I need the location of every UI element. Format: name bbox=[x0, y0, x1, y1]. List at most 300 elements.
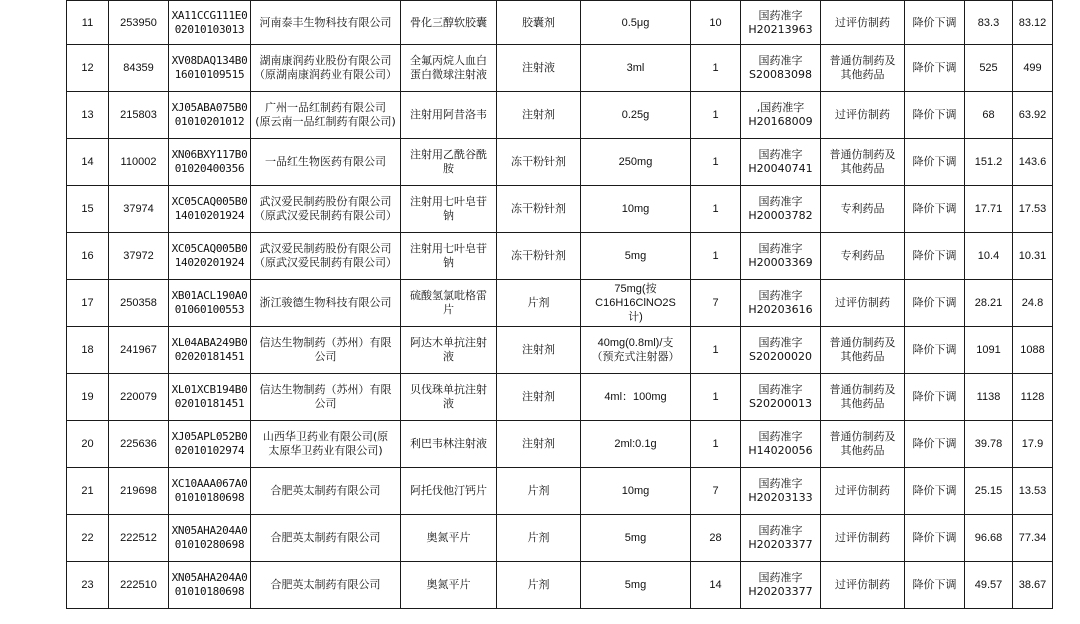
company-cell bbox=[251, 374, 401, 421]
drug-name-cell bbox=[401, 562, 497, 609]
specification-line: 10mg bbox=[621, 203, 650, 215]
original-price-cell: 17.71 bbox=[965, 186, 1013, 233]
drug-name-line: 骨化三醇软胶囊 bbox=[410, 15, 487, 29]
drug-category-line: 过评仿制药 bbox=[835, 108, 890, 121]
row-number-cell: 22 bbox=[67, 515, 109, 562]
drug-code-line: 01010280698 bbox=[174, 538, 245, 551]
company-line: 广州一品红制药有限公司 bbox=[265, 101, 386, 114]
package-quantity-cell: 1 bbox=[691, 139, 741, 186]
package-quantity-cell: 1 bbox=[691, 45, 741, 92]
drug-category-line: 普通仿制药及 bbox=[829, 54, 896, 67]
row-number-cell: 20 bbox=[67, 421, 109, 468]
drug-category-cell bbox=[821, 233, 905, 280]
approval-number-line: H20203377 bbox=[748, 538, 813, 551]
approval-number-line: H20203133 bbox=[748, 491, 813, 504]
company-cell bbox=[251, 139, 401, 186]
drug-name-cell bbox=[401, 515, 497, 562]
drug-category-cell bbox=[821, 92, 905, 139]
drug-category-line: 过评仿制药 bbox=[835, 531, 890, 544]
company-line: （原武汉爱民制药有限公司） bbox=[254, 209, 397, 222]
specification-line: 计) bbox=[628, 311, 643, 323]
drug-code-line: 02020181451 bbox=[174, 350, 245, 363]
table-row bbox=[67, 45, 1053, 92]
table-body bbox=[67, 1, 1053, 609]
drug-code-cell bbox=[169, 139, 251, 186]
company-line: 信达生物制药（苏州）有限 bbox=[259, 336, 392, 349]
approval-number-line: 国药准字 bbox=[758, 54, 803, 67]
dosage-form-cell: 冻干粉针剂 bbox=[497, 139, 581, 186]
company-cell bbox=[251, 1, 401, 45]
approval-number-cell bbox=[741, 562, 821, 609]
adjusted-price-cell: 13.53 bbox=[1013, 468, 1053, 515]
drug-name-line: 注射用七叶皂苷 bbox=[410, 242, 487, 255]
package-quantity-cell: 14 bbox=[691, 562, 741, 609]
drug-name-line: 蛋白微球注射液 bbox=[410, 68, 487, 81]
dosage-form-cell: 片剂 bbox=[497, 515, 581, 562]
drug-category-cell bbox=[821, 280, 905, 327]
drug-name-cell bbox=[401, 1, 497, 45]
drug-category-line: 普通仿制药及 bbox=[829, 430, 896, 443]
drug-id-cell: 222512 bbox=[109, 515, 169, 562]
company-cell bbox=[251, 562, 401, 609]
original-price-cell: 96.68 bbox=[965, 515, 1013, 562]
company-cell bbox=[251, 468, 401, 515]
drug-id-cell: 219698 bbox=[109, 468, 169, 515]
drug-id-cell: 37974 bbox=[109, 186, 169, 233]
drug-category-cell bbox=[821, 562, 905, 609]
drug-code-cell bbox=[169, 45, 251, 92]
drug-name-line: 液 bbox=[443, 350, 454, 363]
company-cell bbox=[251, 515, 401, 562]
adjusted-price-cell: 83.12 bbox=[1013, 1, 1053, 45]
drug-category-cell bbox=[821, 186, 905, 233]
original-price-cell: 49.57 bbox=[965, 562, 1013, 609]
table-row bbox=[67, 139, 1053, 186]
drug-name-line: 阿托伐他汀钙片 bbox=[410, 484, 487, 497]
adjusted-price-cell: 1128 bbox=[1013, 374, 1053, 421]
drug-category-cell bbox=[821, 421, 905, 468]
approval-number-line: S20200013 bbox=[749, 397, 812, 410]
approval-number-line: 国药准字 bbox=[758, 195, 803, 208]
drug-category-line: 普通仿制药及 bbox=[829, 383, 896, 396]
drug-category-cell bbox=[821, 374, 905, 421]
drug-name-line: 阿达木单抗注射 bbox=[410, 336, 487, 349]
drug-price-table bbox=[66, 0, 1053, 609]
table-row bbox=[67, 1, 1053, 45]
drug-category-line: 其他药品 bbox=[840, 350, 885, 363]
approval-number-line: 国药准字 bbox=[758, 8, 803, 22]
table-row bbox=[67, 468, 1053, 515]
original-price-cell: 83.3 bbox=[965, 1, 1013, 45]
drug-id-cell: 225636 bbox=[109, 421, 169, 468]
company-cell bbox=[251, 186, 401, 233]
drug-code-line: 01010201012 bbox=[174, 115, 245, 128]
table-row bbox=[67, 374, 1053, 421]
company-line: 信达生物制药（苏州）有限 bbox=[259, 383, 392, 396]
adjustment-type-cell: 降价下调 bbox=[905, 515, 965, 562]
dosage-form-cell: 注射剂 bbox=[497, 421, 581, 468]
package-quantity-cell: 1 bbox=[691, 92, 741, 139]
specification-line: 5mg bbox=[624, 579, 647, 591]
drug-code-line: 14020201924 bbox=[174, 256, 245, 269]
drug-name-line: 钠 bbox=[443, 209, 454, 222]
approval-number-line: S20083098 bbox=[749, 68, 812, 81]
company-cell bbox=[251, 280, 401, 327]
specification-line: 0.25g bbox=[621, 109, 650, 121]
approval-number-cell bbox=[741, 233, 821, 280]
dosage-form-cell: 冻干粉针剂 bbox=[497, 233, 581, 280]
approval-number-cell bbox=[741, 327, 821, 374]
company-line: 浙江骏德生物科技有限公司 bbox=[259, 296, 392, 309]
drug-category-line: 其他药品 bbox=[840, 397, 885, 410]
drug-id-cell: 215803 bbox=[109, 92, 169, 139]
specification-line: 5mg bbox=[624, 532, 647, 544]
specification-cell bbox=[581, 562, 691, 609]
original-price-cell: 68 bbox=[965, 92, 1013, 139]
drug-code-line: 01010180698 bbox=[174, 491, 245, 504]
approval-number-cell bbox=[741, 280, 821, 327]
package-quantity-cell: 1 bbox=[691, 186, 741, 233]
drug-category-line: 其他药品 bbox=[840, 68, 885, 81]
adjustment-type-cell: 降价下调 bbox=[905, 45, 965, 92]
table-row bbox=[67, 233, 1053, 280]
drug-code-line: 01010180698 bbox=[174, 585, 245, 598]
company-line: 合肥英太制药有限公司 bbox=[270, 531, 381, 544]
row-number-cell: 15 bbox=[67, 186, 109, 233]
specification-line: 0.5μg bbox=[621, 16, 650, 29]
drug-name-cell bbox=[401, 327, 497, 374]
company-line: 河南泰丰生物科技有限公司 bbox=[259, 15, 392, 29]
drug-code-line: XC10AAA067A0 bbox=[171, 477, 248, 490]
package-quantity-cell: 1 bbox=[691, 327, 741, 374]
drug-code-cell bbox=[169, 515, 251, 562]
drug-code-cell bbox=[169, 327, 251, 374]
row-number-cell: 11 bbox=[67, 1, 109, 45]
company-line: (原云南一品红制药有限公司) bbox=[255, 115, 396, 128]
table-row bbox=[67, 327, 1053, 374]
approval-number-line: H20203616 bbox=[748, 303, 813, 316]
drug-code-line: XC05CAQ005B0 bbox=[171, 195, 248, 208]
adjustment-type-cell: 降价下调 bbox=[905, 92, 965, 139]
row-number-cell: 17 bbox=[67, 280, 109, 327]
approval-number-cell bbox=[741, 1, 821, 45]
drug-id-cell: 84359 bbox=[109, 45, 169, 92]
adjustment-type-cell: 降价下调 bbox=[905, 1, 965, 45]
drug-name-cell bbox=[401, 374, 497, 421]
drug-code-cell bbox=[169, 186, 251, 233]
drug-category-line: 过评仿制药 bbox=[835, 484, 890, 497]
adjusted-price-cell: 499 bbox=[1013, 45, 1053, 92]
approval-number-line: 国药准字 bbox=[758, 336, 803, 349]
specification-cell bbox=[581, 1, 691, 45]
adjustment-type-cell: 降价下调 bbox=[905, 421, 965, 468]
adjustment-type-cell: 降价下调 bbox=[905, 468, 965, 515]
company-line: （原湖南康润药业有限公司） bbox=[254, 68, 397, 81]
drug-name-cell bbox=[401, 280, 497, 327]
approval-number-line: H20203377 bbox=[748, 585, 813, 598]
row-number-cell: 21 bbox=[67, 468, 109, 515]
row-number-cell: 19 bbox=[67, 374, 109, 421]
specification-cell bbox=[581, 186, 691, 233]
adjustment-type-cell: 降价下调 bbox=[905, 186, 965, 233]
drug-code-cell bbox=[169, 562, 251, 609]
drug-category-cell bbox=[821, 1, 905, 45]
approval-number-line: H14020056 bbox=[748, 444, 813, 457]
drug-name-cell bbox=[401, 233, 497, 280]
specification-cell bbox=[581, 233, 691, 280]
adjusted-price-cell: 77.34 bbox=[1013, 515, 1053, 562]
specification-line: （预充式注射器） bbox=[591, 351, 680, 363]
row-number-cell: 13 bbox=[67, 92, 109, 139]
specification-cell bbox=[581, 421, 691, 468]
company-line: 合肥英太制药有限公司 bbox=[270, 484, 381, 497]
table-row bbox=[67, 92, 1053, 139]
table-row bbox=[67, 515, 1053, 562]
drug-code-line: 16010109515 bbox=[174, 68, 245, 81]
drug-category-line: 过评仿制药 bbox=[835, 578, 890, 591]
company-cell bbox=[251, 421, 401, 468]
adjusted-price-cell: 143.6 bbox=[1013, 139, 1053, 186]
original-price-cell: 525 bbox=[965, 45, 1013, 92]
package-quantity-cell: 1 bbox=[691, 421, 741, 468]
adjusted-price-cell: 17.53 bbox=[1013, 186, 1053, 233]
adjustment-type-cell: 降价下调 bbox=[905, 139, 965, 186]
drug-category-cell bbox=[821, 139, 905, 186]
drug-code-line: XN05AHA204A0 bbox=[171, 571, 248, 584]
drug-name-line: 全氟丙烷人血白 bbox=[410, 54, 487, 67]
drug-code-line: 02010181451 bbox=[174, 397, 245, 410]
company-line: 太原华卫药业有限公司) bbox=[268, 444, 383, 457]
dosage-form-cell: 片剂 bbox=[497, 562, 581, 609]
package-quantity-cell: 7 bbox=[691, 280, 741, 327]
drug-name-line: 硫酸氢氯吡格雷 bbox=[410, 289, 487, 302]
package-quantity-cell: 28 bbox=[691, 515, 741, 562]
company-line: 武汉爱民制药股份有限公司 bbox=[259, 242, 392, 255]
drug-id-cell: 241967 bbox=[109, 327, 169, 374]
drug-name-cell bbox=[401, 92, 497, 139]
drug-name-line: 胺 bbox=[443, 162, 454, 175]
drug-name-cell bbox=[401, 139, 497, 186]
drug-name-line: 液 bbox=[443, 397, 454, 410]
company-line: （原武汉爱民制药有限公司） bbox=[254, 256, 397, 269]
drug-category-line: 专利药品 bbox=[840, 249, 885, 262]
approval-number-cell bbox=[741, 421, 821, 468]
adjustment-type-cell: 降价下调 bbox=[905, 562, 965, 609]
drug-code-line: XN05AHA204A0 bbox=[171, 524, 248, 537]
company-line: 公司 bbox=[314, 350, 337, 363]
drug-id-cell: 220079 bbox=[109, 374, 169, 421]
drug-name-line: 注射用七叶皂苷 bbox=[410, 195, 487, 208]
approval-number-cell bbox=[741, 92, 821, 139]
company-line: 一品红生物医药有限公司 bbox=[265, 155, 386, 168]
company-cell bbox=[251, 233, 401, 280]
original-price-cell: 39.78 bbox=[965, 421, 1013, 468]
package-quantity-cell: 7 bbox=[691, 468, 741, 515]
approval-number-cell bbox=[741, 374, 821, 421]
drug-code-line: XL04ABA249B0 bbox=[171, 336, 248, 349]
original-price-cell: 151.2 bbox=[965, 139, 1013, 186]
table-row bbox=[67, 186, 1053, 233]
drug-id-cell: 37972 bbox=[109, 233, 169, 280]
drug-name-line: 注射用乙酰谷酰 bbox=[410, 148, 487, 161]
drug-category-line: 专利药品 bbox=[840, 202, 885, 215]
drug-code-cell bbox=[169, 1, 251, 45]
table-row bbox=[67, 562, 1053, 609]
row-number-cell: 23 bbox=[67, 562, 109, 609]
specification-line: 75mg(按 bbox=[614, 283, 657, 295]
drug-category-line: 其他药品 bbox=[840, 444, 885, 457]
approval-number-line: H20168009 bbox=[748, 115, 813, 128]
approval-number-line: 国药准字 bbox=[758, 571, 803, 584]
dosage-form-cell: 片剂 bbox=[497, 468, 581, 515]
company-line: 公司 bbox=[314, 397, 337, 410]
approval-number-cell bbox=[741, 139, 821, 186]
drug-code-cell bbox=[169, 374, 251, 421]
company-line: 湖南康润药业股份有限公司 bbox=[259, 54, 392, 67]
approval-number-cell bbox=[741, 186, 821, 233]
package-quantity-cell: 10 bbox=[691, 1, 741, 45]
specification-line: 40mg(0.8ml)/支 bbox=[597, 337, 674, 349]
approval-number-line: 国药准字 bbox=[758, 430, 803, 443]
drug-code-line: 02010102974 bbox=[174, 444, 245, 457]
specification-line: 4ml：100mg bbox=[604, 391, 667, 403]
approval-number-cell bbox=[741, 468, 821, 515]
row-number-cell: 16 bbox=[67, 233, 109, 280]
drug-category-line: 普通仿制药及 bbox=[829, 148, 896, 161]
company-line: 山西华卫药业有限公司(原 bbox=[262, 430, 389, 443]
drug-code-line: 14010201924 bbox=[174, 209, 245, 222]
company-cell bbox=[251, 92, 401, 139]
drug-code-line: XL01XCB194B0 bbox=[171, 383, 248, 396]
specification-cell bbox=[581, 374, 691, 421]
dosage-form-cell: 注射液 bbox=[497, 45, 581, 92]
drug-name-line: 注射用阿昔洛韦 bbox=[410, 108, 487, 121]
original-price-cell: 28.21 bbox=[965, 280, 1013, 327]
drug-name-cell bbox=[401, 45, 497, 92]
drug-code-cell bbox=[169, 468, 251, 515]
original-price-cell: 1091 bbox=[965, 327, 1013, 374]
drug-code-cell bbox=[169, 233, 251, 280]
drug-category-line: 过评仿制药 bbox=[835, 296, 890, 309]
specification-line: 10mg bbox=[621, 485, 650, 497]
drug-code-line: XA11CCG111E0 bbox=[171, 8, 248, 22]
drug-category-cell bbox=[821, 468, 905, 515]
drug-category-cell bbox=[821, 45, 905, 92]
dosage-form-cell: 片剂 bbox=[497, 280, 581, 327]
company-cell bbox=[251, 327, 401, 374]
specification-cell bbox=[581, 468, 691, 515]
drug-name-cell bbox=[401, 421, 497, 468]
specification-cell bbox=[581, 92, 691, 139]
drug-id-cell: 110002 bbox=[109, 139, 169, 186]
drug-code-line: 02010103013 bbox=[174, 22, 245, 36]
original-price-cell: 25.15 bbox=[965, 468, 1013, 515]
specification-line: 250mg bbox=[618, 156, 653, 168]
company-cell bbox=[251, 45, 401, 92]
drug-code-cell bbox=[169, 280, 251, 327]
adjusted-price-cell: 63.92 bbox=[1013, 92, 1053, 139]
drug-code-line: 01060100553 bbox=[174, 303, 245, 316]
approval-number-line: S20200020 bbox=[749, 350, 812, 363]
drug-code-line: XB01ACL190A0 bbox=[171, 289, 248, 302]
table-row bbox=[67, 421, 1053, 468]
row-number-cell: 12 bbox=[67, 45, 109, 92]
drug-category-cell bbox=[821, 515, 905, 562]
original-price-cell: 10.4 bbox=[965, 233, 1013, 280]
adjustment-type-cell: 降价下调 bbox=[905, 280, 965, 327]
dosage-form-cell: 注射剂 bbox=[497, 374, 581, 421]
approval-number-cell bbox=[741, 45, 821, 92]
drug-code-line: XJ05ABA075B0 bbox=[171, 101, 248, 114]
adjusted-price-cell: 17.9 bbox=[1013, 421, 1053, 468]
approval-number-line: 国药准字 bbox=[758, 383, 803, 396]
approval-number-line: 国药准字 bbox=[758, 477, 803, 490]
specification-line: 3ml bbox=[626, 62, 645, 74]
company-line: 合肥英太制药有限公司 bbox=[270, 578, 381, 591]
package-quantity-cell: 1 bbox=[691, 374, 741, 421]
dosage-form-cell: 注射剂 bbox=[497, 327, 581, 374]
drug-name-cell bbox=[401, 186, 497, 233]
row-number-cell: 18 bbox=[67, 327, 109, 374]
drug-name-line: 钠 bbox=[443, 256, 454, 269]
drug-name-line: 利巴韦林注射液 bbox=[410, 437, 487, 450]
specification-line: 5mg bbox=[624, 250, 647, 262]
specification-line: 2ml:0.1g bbox=[614, 438, 657, 450]
drug-category-line: 普通仿制药及 bbox=[829, 336, 896, 349]
specification-cell bbox=[581, 327, 691, 374]
drug-code-line: XV08DAQ134B0 bbox=[171, 54, 248, 67]
drug-name-line: 片 bbox=[443, 303, 454, 316]
approval-number-line: H20003369 bbox=[748, 256, 813, 269]
drug-code-line: XJ05APL052B0 bbox=[171, 430, 248, 443]
drug-code-line: XC05CAQ005B0 bbox=[171, 242, 248, 255]
drug-category-line: 其他药品 bbox=[840, 162, 885, 175]
adjusted-price-cell: 24.8 bbox=[1013, 280, 1053, 327]
dosage-form-cell: 冻干粉针剂 bbox=[497, 186, 581, 233]
approval-number-line: H20040741 bbox=[748, 162, 813, 175]
adjusted-price-cell: 38.67 bbox=[1013, 562, 1053, 609]
company-line: 武汉爱民制药股份有限公司 bbox=[259, 195, 392, 208]
drug-category-line: 过评仿制药 bbox=[835, 15, 890, 29]
drug-code-cell bbox=[169, 421, 251, 468]
specification-line: C16H16ClNO2S bbox=[595, 297, 676, 309]
drug-id-cell: 250358 bbox=[109, 280, 169, 327]
drug-code-line: XN06BXY117B0 bbox=[171, 148, 248, 161]
adjustment-type-cell: 降价下调 bbox=[905, 374, 965, 421]
drug-code-line: 01020400356 bbox=[174, 162, 245, 175]
approval-number-line: H20213963 bbox=[748, 22, 813, 36]
drug-category-cell bbox=[821, 327, 905, 374]
drug-code-cell bbox=[169, 92, 251, 139]
package-quantity-cell: 1 bbox=[691, 233, 741, 280]
drug-id-cell: 222510 bbox=[109, 562, 169, 609]
specification-cell bbox=[581, 139, 691, 186]
drug-name-line: 奥氮平片 bbox=[426, 578, 471, 591]
approval-number-cell bbox=[741, 515, 821, 562]
approval-number-line: ,国药准字 bbox=[756, 101, 805, 114]
drug-name-line: 贝伐珠单抗注射 bbox=[410, 383, 487, 396]
row-number-cell: 14 bbox=[67, 139, 109, 186]
dosage-form-cell: 注射剂 bbox=[497, 92, 581, 139]
adjustment-type-cell: 降价下调 bbox=[905, 233, 965, 280]
drug-name-cell bbox=[401, 468, 497, 515]
approval-number-line: 国药准字 bbox=[758, 242, 803, 255]
adjusted-price-cell: 1088 bbox=[1013, 327, 1053, 374]
adjusted-price-cell: 10.31 bbox=[1013, 233, 1053, 280]
drug-name-line: 奥氮平片 bbox=[426, 531, 471, 544]
specification-cell bbox=[581, 515, 691, 562]
approval-number-line: 国药准字 bbox=[758, 289, 803, 302]
